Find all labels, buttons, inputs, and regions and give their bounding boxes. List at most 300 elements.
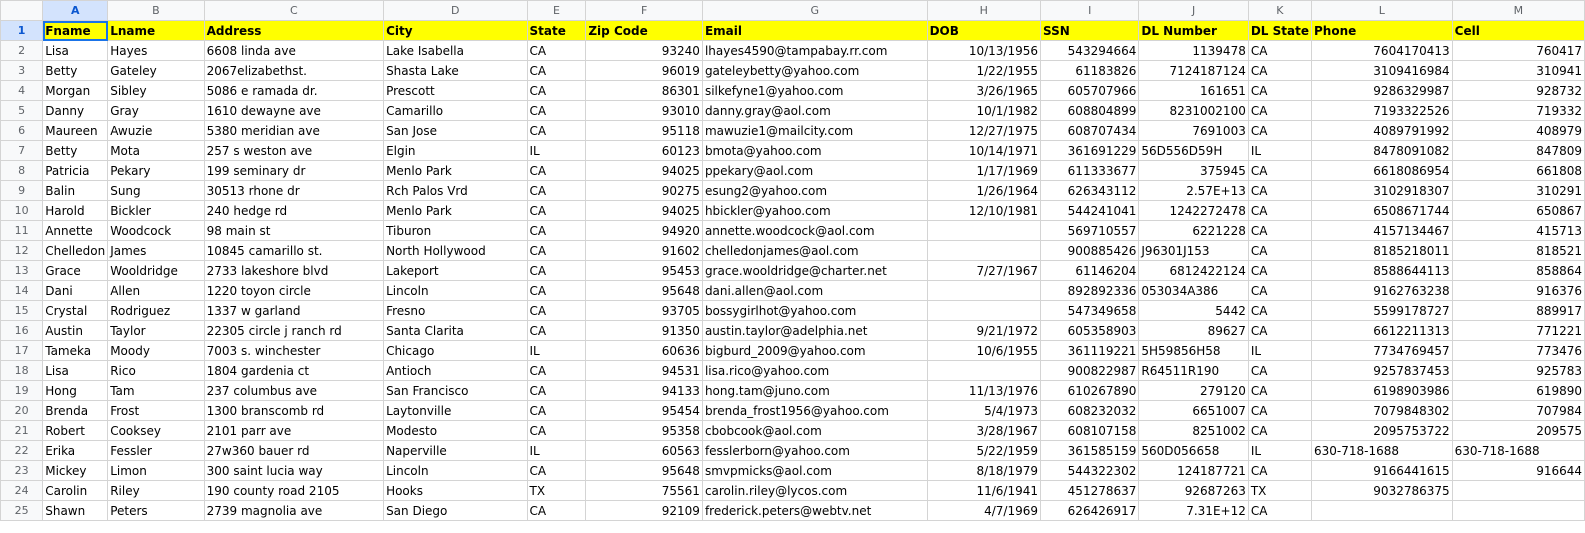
cell-d9[interactable]: Rch Palos Vrd [384,181,527,201]
column-header-i[interactable]: I [1041,1,1139,21]
cell-b16[interactable]: Taylor [108,321,204,341]
cell-l15[interactable]: 5599178727 [1311,301,1452,321]
row-header-9[interactable]: 9 [1,181,43,201]
cell-d22[interactable]: Naperville [384,441,527,461]
cell-b8[interactable]: Pekary [108,161,204,181]
cell-d17[interactable]: Chicago [384,341,527,361]
header-cell-d[interactable]: City [384,21,527,41]
cell-c15[interactable]: 1337 w garland [204,301,383,321]
cell-f23[interactable]: 95648 [586,461,703,481]
cell-c12[interactable]: 10845 camarillo st. [204,241,383,261]
cell-c9[interactable]: 30513 rhone dr [204,181,383,201]
cell-i11[interactable]: 569710557 [1041,221,1139,241]
cell-k9[interactable]: CA [1248,181,1311,201]
cell-e9[interactable]: CA [527,181,586,201]
cell-a24[interactable]: Carolin [43,481,108,501]
cell-f22[interactable]: 60563 [586,441,703,461]
cell-j16[interactable]: 89627 [1139,321,1248,341]
cell-j6[interactable]: 7691003 [1139,121,1248,141]
cell-j24[interactable]: 92687263 [1139,481,1248,501]
cell-k19[interactable]: CA [1248,381,1311,401]
cell-m12[interactable]: 818521 [1452,241,1584,261]
cell-k4[interactable]: CA [1248,81,1311,101]
cell-m17[interactable]: 773476 [1452,341,1584,361]
cell-e13[interactable]: CA [527,261,586,281]
cell-e19[interactable]: CA [527,381,586,401]
row-header-15[interactable]: 15 [1,301,43,321]
cell-k21[interactable]: CA [1248,421,1311,441]
cell-e11[interactable]: CA [527,221,586,241]
cell-c13[interactable]: 2733 lakeshore blvd [204,261,383,281]
cell-k18[interactable]: CA [1248,361,1311,381]
cell-m20[interactable]: 707984 [1452,401,1584,421]
cell-a12[interactable]: Chelledon [43,241,108,261]
cell-k25[interactable]: CA [1248,501,1311,521]
cell-l5[interactable]: 7193322526 [1311,101,1452,121]
cell-a15[interactable]: Crystal [43,301,108,321]
cell-j19[interactable]: 279120 [1139,381,1248,401]
cell-m18[interactable]: 925783 [1452,361,1584,381]
row-header-24[interactable]: 24 [1,481,43,501]
cell-h8[interactable]: 1/17/1969 [927,161,1040,181]
cell-m11[interactable]: 415713 [1452,221,1584,241]
cell-l17[interactable]: 7734769457 [1311,341,1452,361]
cell-f10[interactable]: 94025 [586,201,703,221]
cell-l16[interactable]: 6612211313 [1311,321,1452,341]
cell-e10[interactable]: CA [527,201,586,221]
cell-h19[interactable]: 11/13/1976 [927,381,1040,401]
cell-h14[interactable] [927,281,1040,301]
cell-k6[interactable]: CA [1248,121,1311,141]
cell-l7[interactable]: 8478091082 [1311,141,1452,161]
cell-h7[interactable]: 10/14/1971 [927,141,1040,161]
cell-f4[interactable]: 86301 [586,81,703,101]
cell-e23[interactable]: CA [527,461,586,481]
cell-g14[interactable]: dani.allen@aol.com [702,281,927,301]
cell-g17[interactable]: bigburd_2009@yahoo.com [702,341,927,361]
column-header-f[interactable]: F [586,1,703,21]
cell-j13[interactable]: 6812422124 [1139,261,1248,281]
cell-d11[interactable]: Tiburon [384,221,527,241]
cell-i19[interactable]: 610267890 [1041,381,1139,401]
cell-c23[interactable]: 300 saint lucia way [204,461,383,481]
cell-f24[interactable]: 75561 [586,481,703,501]
cell-f15[interactable]: 93705 [586,301,703,321]
row-header-19[interactable]: 19 [1,381,43,401]
cell-h18[interactable] [927,361,1040,381]
cell-l3[interactable]: 3109416984 [1311,61,1452,81]
column-header-b[interactable]: B [108,1,204,21]
cell-b19[interactable]: Tam [108,381,204,401]
cell-g21[interactable]: cbobcook@aol.com [702,421,927,441]
cell-l19[interactable]: 6198903986 [1311,381,1452,401]
cell-i20[interactable]: 608232032 [1041,401,1139,421]
header-cell-m[interactable]: Cell [1452,21,1584,41]
cell-g23[interactable]: smvpmicks@aol.com [702,461,927,481]
header-cell-k[interactable]: DL State [1248,21,1311,41]
cell-c7[interactable]: 257 s weston ave [204,141,383,161]
cell-c17[interactable]: 7003 s. winchester [204,341,383,361]
cell-g12[interactable]: chelledonjames@aol.com [702,241,927,261]
cell-e16[interactable]: CA [527,321,586,341]
header-cell-h[interactable]: DOB [927,21,1040,41]
cell-h17[interactable]: 10/6/1955 [927,341,1040,361]
row-header-22[interactable]: 22 [1,441,43,461]
cell-i16[interactable]: 605358903 [1041,321,1139,341]
cell-d21[interactable]: Modesto [384,421,527,441]
cell-m22[interactable]: 630-718-1688 [1452,441,1584,461]
cell-f11[interactable]: 94920 [586,221,703,241]
cell-c3[interactable]: 2067elizabethst. [204,61,383,81]
cell-b10[interactable]: Bickler [108,201,204,221]
cell-c10[interactable]: 240 hedge rd [204,201,383,221]
cell-k22[interactable]: IL [1248,441,1311,461]
cell-j20[interactable]: 6651007 [1139,401,1248,421]
row-header-3[interactable]: 3 [1,61,43,81]
cell-f7[interactable]: 60123 [586,141,703,161]
cell-j4[interactable]: 161651 [1139,81,1248,101]
cell-j18[interactable]: R64511R190 [1139,361,1248,381]
cell-c20[interactable]: 1300 branscomb rd [204,401,383,421]
cell-m23[interactable]: 916644 [1452,461,1584,481]
cell-m14[interactable]: 916376 [1452,281,1584,301]
cell-d10[interactable]: Menlo Park [384,201,527,221]
cell-a9[interactable]: Balin [43,181,108,201]
cell-d3[interactable]: Shasta Lake [384,61,527,81]
cell-f5[interactable]: 93010 [586,101,703,121]
cell-f17[interactable]: 60636 [586,341,703,361]
cell-i7[interactable]: 361691229 [1041,141,1139,161]
header-cell-l[interactable]: Phone [1311,21,1452,41]
cell-i25[interactable]: 626426917 [1041,501,1139,521]
cell-m5[interactable]: 719332 [1452,101,1584,121]
cell-b5[interactable]: Gray [108,101,204,121]
header-cell-g[interactable]: Email [702,21,927,41]
cell-i23[interactable]: 544322302 [1041,461,1139,481]
cell-l21[interactable]: 2095753722 [1311,421,1452,441]
cell-l22[interactable]: 630-718-1688 [1311,441,1452,461]
cell-c16[interactable]: 22305 circle j ranch rd [204,321,383,341]
cell-c14[interactable]: 1220 toyon circle [204,281,383,301]
cell-a22[interactable]: Erika [43,441,108,461]
cell-m4[interactable]: 928732 [1452,81,1584,101]
header-cell-a[interactable]: Fname [43,21,108,41]
cell-f8[interactable]: 94025 [586,161,703,181]
column-header-k[interactable]: K [1248,1,1311,21]
cell-m9[interactable]: 310291 [1452,181,1584,201]
cell-i13[interactable]: 61146204 [1041,261,1139,281]
row-header-2[interactable]: 2 [1,41,43,61]
cell-g16[interactable]: austin.taylor@adelphia.net [702,321,927,341]
cell-i3[interactable]: 61183826 [1041,61,1139,81]
cell-a21[interactable]: Robert [43,421,108,441]
cell-b4[interactable]: Sibley [108,81,204,101]
cell-e25[interactable]: CA [527,501,586,521]
row-header-10[interactable]: 10 [1,201,43,221]
cell-k13[interactable]: CA [1248,261,1311,281]
cell-l18[interactable]: 9257837453 [1311,361,1452,381]
cell-c2[interactable]: 6608 linda ave [204,41,383,61]
row-header-6[interactable]: 6 [1,121,43,141]
cell-m25[interactable] [1452,501,1584,521]
row-header-12[interactable]: 12 [1,241,43,261]
cell-l25[interactable] [1311,501,1452,521]
cell-f3[interactable]: 96019 [586,61,703,81]
cell-e24[interactable]: TX [527,481,586,501]
cell-a10[interactable]: Harold [43,201,108,221]
cell-j12[interactable]: J96301J153 [1139,241,1248,261]
cell-b21[interactable]: Cooksey [108,421,204,441]
cell-d24[interactable]: Hooks [384,481,527,501]
cell-k2[interactable]: CA [1248,41,1311,61]
cell-h15[interactable] [927,301,1040,321]
cell-f21[interactable]: 95358 [586,421,703,441]
cell-j10[interactable]: 1242272478 [1139,201,1248,221]
cell-m24[interactable] [1452,481,1584,501]
column-header-a[interactable]: A [43,1,108,21]
cell-b11[interactable]: Woodcock [108,221,204,241]
cell-a4[interactable]: Morgan [43,81,108,101]
cell-g3[interactable]: gateleybetty@yahoo.com [702,61,927,81]
cell-h23[interactable]: 8/18/1979 [927,461,1040,481]
cell-d13[interactable]: Lakeport [384,261,527,281]
cell-g24[interactable]: carolin.riley@lycos.com [702,481,927,501]
cell-b25[interactable]: Peters [108,501,204,521]
cell-h25[interactable]: 4/7/1969 [927,501,1040,521]
header-cell-c[interactable]: Address [204,21,383,41]
cell-j15[interactable]: 5442 [1139,301,1248,321]
cell-a19[interactable]: Hong [43,381,108,401]
row-header-4[interactable]: 4 [1,81,43,101]
cell-b18[interactable]: Rico [108,361,204,381]
row-header-14[interactable]: 14 [1,281,43,301]
cell-f14[interactable]: 95648 [586,281,703,301]
cell-i14[interactable]: 892892336 [1041,281,1139,301]
cell-i9[interactable]: 626343112 [1041,181,1139,201]
cell-k8[interactable]: CA [1248,161,1311,181]
cell-a14[interactable]: Dani [43,281,108,301]
cell-g11[interactable]: annette.woodcock@aol.com [702,221,927,241]
cell-i10[interactable]: 544241041 [1041,201,1139,221]
cell-a25[interactable]: Shawn [43,501,108,521]
cell-a2[interactable]: Lisa [43,41,108,61]
cell-i12[interactable]: 900885426 [1041,241,1139,261]
cell-f25[interactable]: 92109 [586,501,703,521]
cell-i15[interactable]: 547349658 [1041,301,1139,321]
cell-e15[interactable]: CA [527,301,586,321]
row-header-25[interactable]: 25 [1,501,43,521]
cell-g4[interactable]: silkefyne1@yahoo.com [702,81,927,101]
cell-g19[interactable]: hong.tam@juno.com [702,381,927,401]
cell-m8[interactable]: 661808 [1452,161,1584,181]
cell-f12[interactable]: 91602 [586,241,703,261]
cell-g6[interactable]: mawuzie1@mailcity.com [702,121,927,141]
row-header-5[interactable]: 5 [1,101,43,121]
cell-h12[interactable] [927,241,1040,261]
cell-m21[interactable]: 209575 [1452,421,1584,441]
cell-l23[interactable]: 9166441615 [1311,461,1452,481]
cell-j3[interactable]: 7124187124 [1139,61,1248,81]
cell-a23[interactable]: Mickey [43,461,108,481]
cell-b13[interactable]: Wooldridge [108,261,204,281]
cell-l4[interactable]: 9286329987 [1311,81,1452,101]
cell-m13[interactable]: 858864 [1452,261,1584,281]
cell-b23[interactable]: Limon [108,461,204,481]
cell-j5[interactable]: 8231002100 [1139,101,1248,121]
cell-f13[interactable]: 95453 [586,261,703,281]
cell-g10[interactable]: hbickler@yahoo.com [702,201,927,221]
row-header-11[interactable]: 11 [1,221,43,241]
cell-i17[interactable]: 361119221 [1041,341,1139,361]
row-header-18[interactable]: 18 [1,361,43,381]
row-header-20[interactable]: 20 [1,401,43,421]
cell-l2[interactable]: 7604170413 [1311,41,1452,61]
cell-d23[interactable]: Lincoln [384,461,527,481]
row-header-1[interactable]: 1 [1,21,43,41]
cell-e20[interactable]: CA [527,401,586,421]
column-header-g[interactable]: G [702,1,927,21]
cell-k11[interactable]: CA [1248,221,1311,241]
cell-k15[interactable]: CA [1248,301,1311,321]
cell-j11[interactable]: 6221228 [1139,221,1248,241]
cell-b12[interactable]: James [108,241,204,261]
cell-d12[interactable]: North Hollywood [384,241,527,261]
row-header-13[interactable]: 13 [1,261,43,281]
row-header-23[interactable]: 23 [1,461,43,481]
cell-i5[interactable]: 608804899 [1041,101,1139,121]
cell-i4[interactable]: 605707966 [1041,81,1139,101]
cell-g22[interactable]: fesslerborn@yahoo.com [702,441,927,461]
cell-e12[interactable]: CA [527,241,586,261]
cell-i8[interactable]: 611333677 [1041,161,1139,181]
cell-a6[interactable]: Maureen [43,121,108,141]
cell-e4[interactable]: CA [527,81,586,101]
cell-f19[interactable]: 94133 [586,381,703,401]
cell-m2[interactable]: 760417 [1452,41,1584,61]
cell-g25[interactable]: frederick.peters@webtv.net [702,501,927,521]
cell-m19[interactable]: 619890 [1452,381,1584,401]
cell-e5[interactable]: CA [527,101,586,121]
row-header-16[interactable]: 16 [1,321,43,341]
cell-k20[interactable]: CA [1248,401,1311,421]
cell-h3[interactable]: 1/22/1955 [927,61,1040,81]
column-header-e[interactable]: E [527,1,586,21]
cell-f20[interactable]: 95454 [586,401,703,421]
cell-d19[interactable]: San Francisco [384,381,527,401]
cell-e14[interactable]: CA [527,281,586,301]
cell-d16[interactable]: Santa Clarita [384,321,527,341]
cell-k10[interactable]: CA [1248,201,1311,221]
cell-h20[interactable]: 5/4/1973 [927,401,1040,421]
cell-l8[interactable]: 6618086954 [1311,161,1452,181]
column-header-m[interactable]: M [1452,1,1584,21]
cell-a11[interactable]: Annette [43,221,108,241]
header-cell-i[interactable]: SSN [1041,21,1139,41]
cell-b22[interactable]: Fessler [108,441,204,461]
cell-d4[interactable]: Prescott [384,81,527,101]
cell-f2[interactable]: 93240 [586,41,703,61]
cell-g18[interactable]: lisa.rico@yahoo.com [702,361,927,381]
cell-d25[interactable]: San Diego [384,501,527,521]
cell-c18[interactable]: 1804 gardenia ct [204,361,383,381]
cell-g15[interactable]: bossygirlhot@yahoo.com [702,301,927,321]
cell-l11[interactable]: 4157134467 [1311,221,1452,241]
cell-d5[interactable]: Camarillo [384,101,527,121]
cell-a16[interactable]: Austin [43,321,108,341]
cell-a3[interactable]: Betty [43,61,108,81]
row-header-7[interactable]: 7 [1,141,43,161]
column-header-d[interactable]: D [384,1,527,21]
cell-i6[interactable]: 608707434 [1041,121,1139,141]
row-header-8[interactable]: 8 [1,161,43,181]
cell-c21[interactable]: 2101 parr ave [204,421,383,441]
cell-c5[interactable]: 1610 dewayne ave [204,101,383,121]
cell-i24[interactable]: 451278637 [1041,481,1139,501]
cell-c19[interactable]: 237 columbus ave [204,381,383,401]
cell-i21[interactable]: 608107158 [1041,421,1139,441]
cell-j2[interactable]: 1139478 [1139,41,1248,61]
cell-b3[interactable]: Gateley [108,61,204,81]
cell-k14[interactable]: CA [1248,281,1311,301]
cell-m6[interactable]: 408979 [1452,121,1584,141]
cell-e2[interactable]: CA [527,41,586,61]
cell-e8[interactable]: CA [527,161,586,181]
cell-h10[interactable]: 12/10/1981 [927,201,1040,221]
cell-b14[interactable]: Allen [108,281,204,301]
row-header-21[interactable]: 21 [1,421,43,441]
column-header-c[interactable]: C [204,1,383,21]
cell-h6[interactable]: 12/27/1975 [927,121,1040,141]
cell-b20[interactable]: Frost [108,401,204,421]
cell-j7[interactable]: 56D556D59H [1139,141,1248,161]
cell-l20[interactable]: 7079848302 [1311,401,1452,421]
cell-h11[interactable] [927,221,1040,241]
cell-d20[interactable]: Laytonville [384,401,527,421]
header-cell-f[interactable]: Zip Code [586,21,703,41]
cell-a18[interactable]: Lisa [43,361,108,381]
cell-j8[interactable]: 375945 [1139,161,1248,181]
cell-b15[interactable]: Rodriguez [108,301,204,321]
cell-i2[interactable]: 543294664 [1041,41,1139,61]
cell-l13[interactable]: 8588644113 [1311,261,1452,281]
cell-e6[interactable]: CA [527,121,586,141]
cell-m7[interactable]: 847809 [1452,141,1584,161]
cell-j9[interactable]: 2.57E+13 [1139,181,1248,201]
cell-c24[interactable]: 190 county road 2105 [204,481,383,501]
cell-g2[interactable]: lhayes4590@tampabay.rr.com [702,41,927,61]
cell-i18[interactable]: 900822987 [1041,361,1139,381]
cell-b7[interactable]: Mota [108,141,204,161]
cell-l24[interactable]: 9032786375 [1311,481,1452,501]
cell-e22[interactable]: IL [527,441,586,461]
cell-l12[interactable]: 8185218011 [1311,241,1452,261]
row-header-17[interactable]: 17 [1,341,43,361]
cell-l6[interactable]: 4089791992 [1311,121,1452,141]
cell-b9[interactable]: Sung [108,181,204,201]
cell-c8[interactable]: 199 seminary dr [204,161,383,181]
cell-h22[interactable]: 5/22/1959 [927,441,1040,461]
cell-b17[interactable]: Moody [108,341,204,361]
cell-g13[interactable]: grace.wooldridge@charter.net [702,261,927,281]
cell-i22[interactable]: 361585159 [1041,441,1139,461]
cell-h5[interactable]: 10/1/1982 [927,101,1040,121]
select-all-corner[interactable] [1,1,43,21]
cell-l9[interactable]: 3102918307 [1311,181,1452,201]
cell-c4[interactable]: 5086 e ramada dr. [204,81,383,101]
cell-k3[interactable]: CA [1248,61,1311,81]
cell-k24[interactable]: TX [1248,481,1311,501]
cell-j25[interactable]: 7.31E+12 [1139,501,1248,521]
